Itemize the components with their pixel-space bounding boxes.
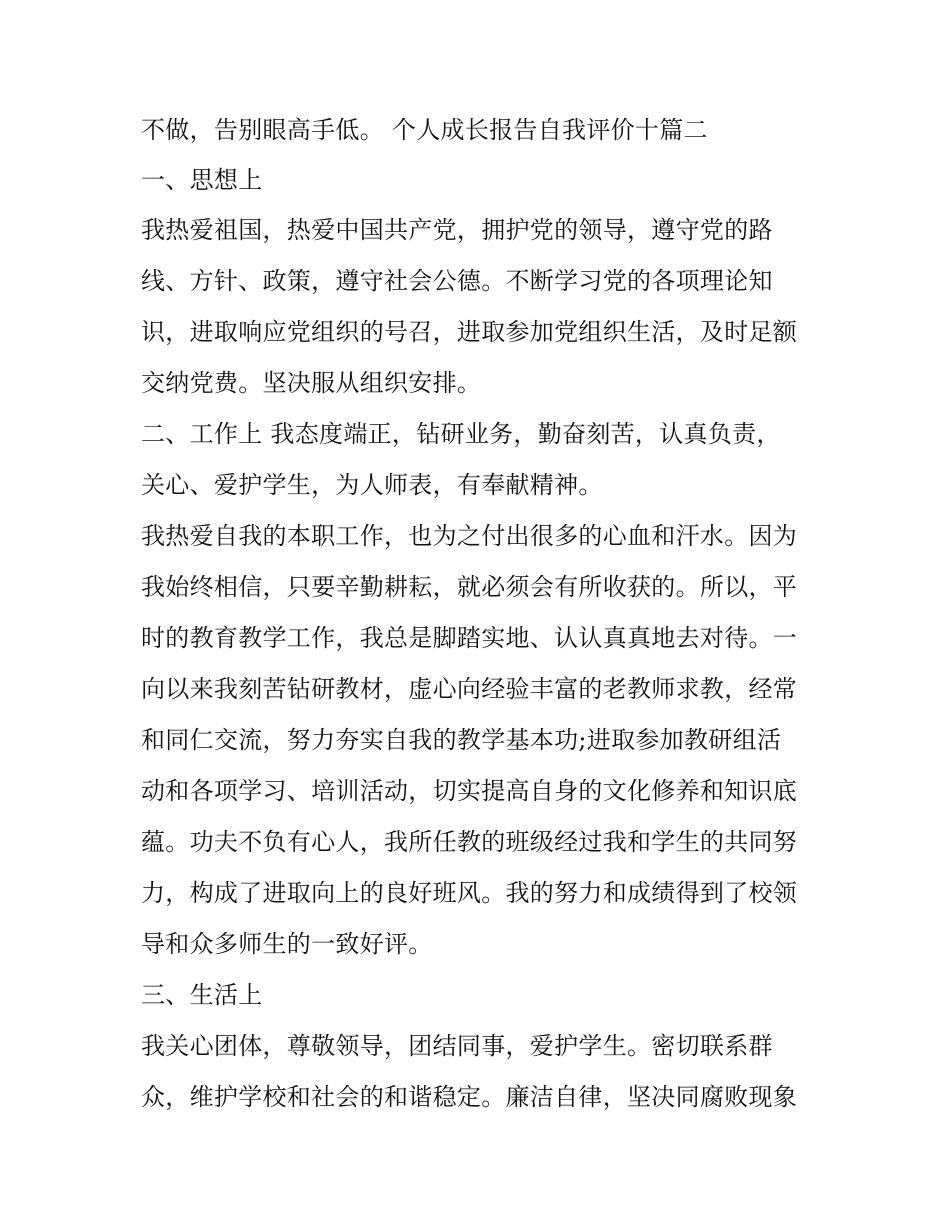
section-heading: 一、思想上: [141, 166, 263, 194]
section-heading: 三、生活上: [141, 981, 263, 1009]
text-line: 关心、爱护学生，为人师表，有奉献精神。: [141, 471, 603, 499]
text-line: 我热爱自我的本职工作，也为之付出很多的心血和汗水。因为: [141, 522, 798, 550]
text-line: 不做，告别眼高手低。 个人成长报告自我评价十篇二: [141, 116, 708, 144]
text-line: 众，维护学校和社会的和谐稳定。廉洁自律，坚决同腐败现象: [141, 1083, 798, 1111]
text-line: 动和各项学习、培训活动，切实提高自身的文化修养和知识底: [141, 777, 798, 805]
text-line: 我始终相信，只要辛勤耕耘，就必须会有所收获的。所以，平: [141, 573, 798, 601]
text-line: 识，进取响应党组织的号召，进取参加党组织生活，及时足额: [141, 318, 798, 346]
section-heading: 二、工作上 我态度端正，钻研业务，勤奋刻苦，认真负责，: [141, 420, 781, 448]
text-line: 交纳党费。坚决服从组织安排。: [141, 369, 482, 397]
text-line: 线、方针、政策，遵守社会公德。不断学习党的各项理论知: [141, 267, 773, 295]
text-line: 蕴。功夫不负有心人，我所任教的班级经过我和学生的共同努: [141, 828, 798, 856]
text-line: 我热爱祖国，热爱中国共产党，拥护党的领导，遵守党的路: [141, 216, 773, 244]
text-line: 我关心团体，尊敬领导，团结同事，爱护学生。密切联系群: [141, 1032, 773, 1060]
text-line: 时的教育教学工作，我总是脚踏实地、认认真真地去对待。一: [141, 624, 798, 652]
text-line: 和同仁交流，努力夯实自我的教学基本功;进取参加教研组活: [141, 726, 782, 754]
text-line: 导和众多师生的一致好评。: [141, 930, 433, 958]
text-line: 力，构成了进取向上的良好班风。我的努力和成绩得到了校领: [141, 879, 798, 907]
text-line: 向以来我刻苦钻研教材，虚心向经验丰富的老教师求教，经常: [141, 675, 798, 703]
